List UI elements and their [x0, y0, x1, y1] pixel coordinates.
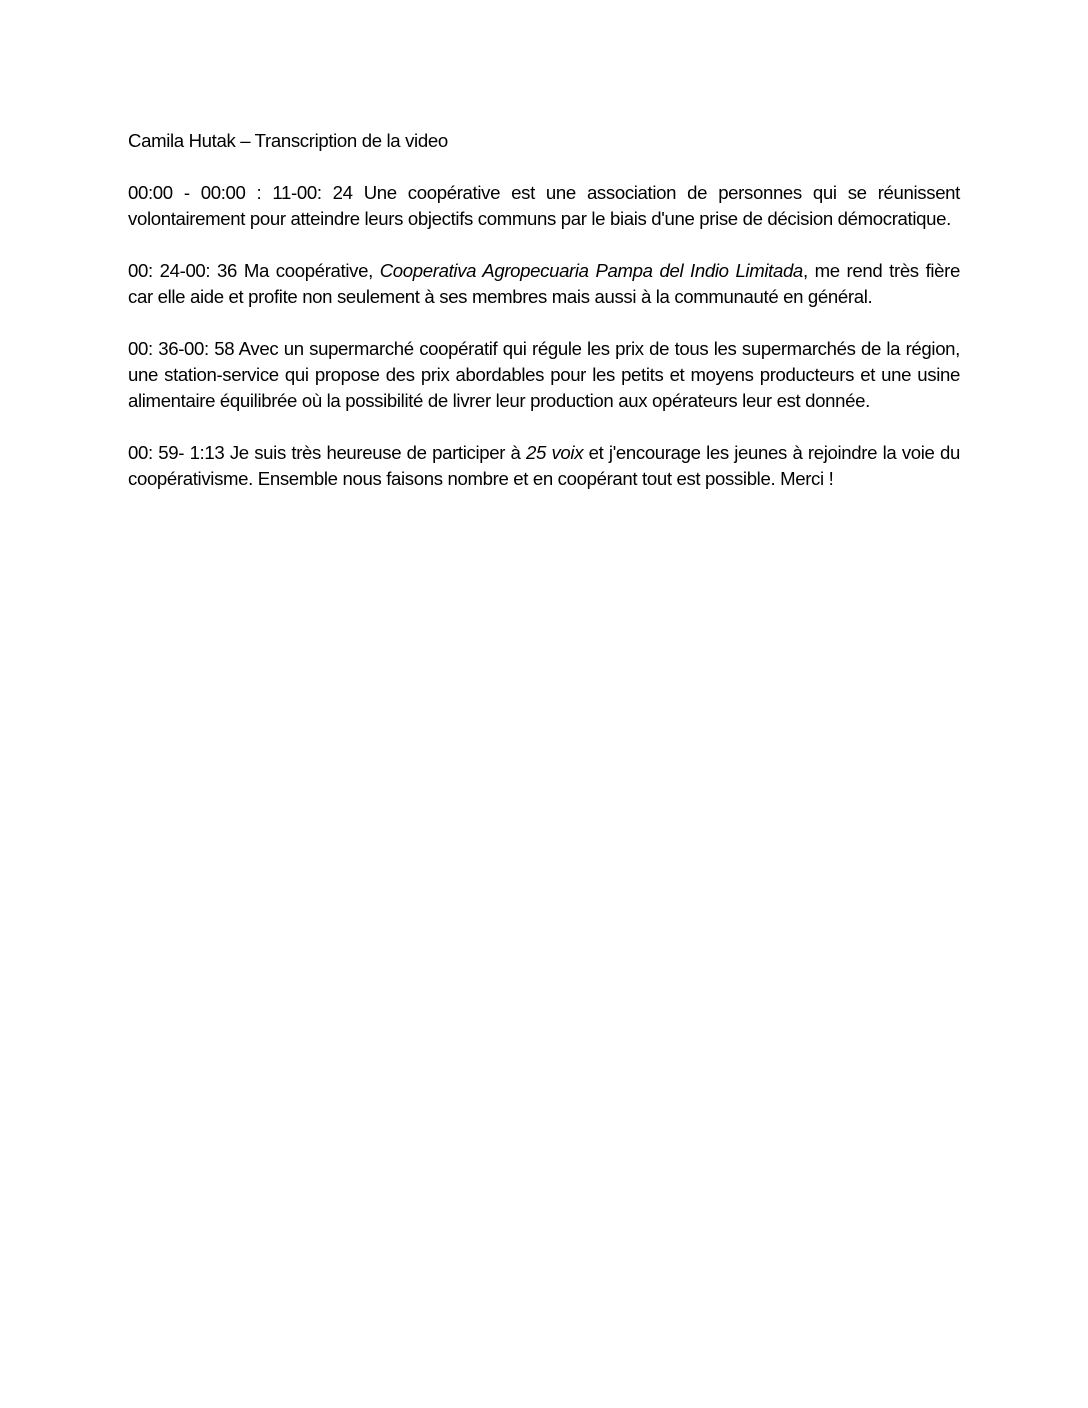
document-title: Camila Hutak – Transcription de la video: [128, 130, 448, 151]
paragraph-text: 00:00 - 00:00 : 11-00: 24 Une coopérative est une association de personnes qui se réunissent volontairement pour atteindre leurs objectifs communs par le biais d'une prise de décision démocratique.: [128, 182, 960, 229]
paragraph-intro: [128, 180, 960, 232]
paragraph-text: , me rend très fière car elle aide et profite non seulement à ses membres mais aussi à la communauté en général.: [128, 260, 960, 307]
paragraph-cooperative: [128, 258, 960, 310]
paragraph-text: 00: 36-00: 58 Avec un supermarché coopératif qui régule les prix de tous les supermarchés de la région, une station-service qui propose des prix abordables pour les petits et moyens producteurs et une usine alimentaire équilibrée où la possibilité de livrer leur production aux opérateurs leur est donnée.: [128, 338, 960, 411]
project-name: 25 voix: [526, 442, 584, 463]
cooperative-name: Cooperativa Agropecuaria Pampa del Indio Limitada: [379, 260, 803, 281]
paragraph-text: et j'encourage les jeunes à rejoindre la voie du coopérativisme. Ensemble nous faisons nombre et en coopérant tout est possible. Merci !: [128, 442, 960, 489]
paragraph-services: [128, 336, 960, 414]
paragraph-text: 00: 24-00: 36 Ma coopérative,: [128, 260, 380, 281]
paragraph-closing: [128, 440, 960, 492]
paragraph-text: 00: 59- 1:13 Je suis très heureuse de participer à: [128, 442, 527, 463]
document-body: [128, 128, 960, 518]
